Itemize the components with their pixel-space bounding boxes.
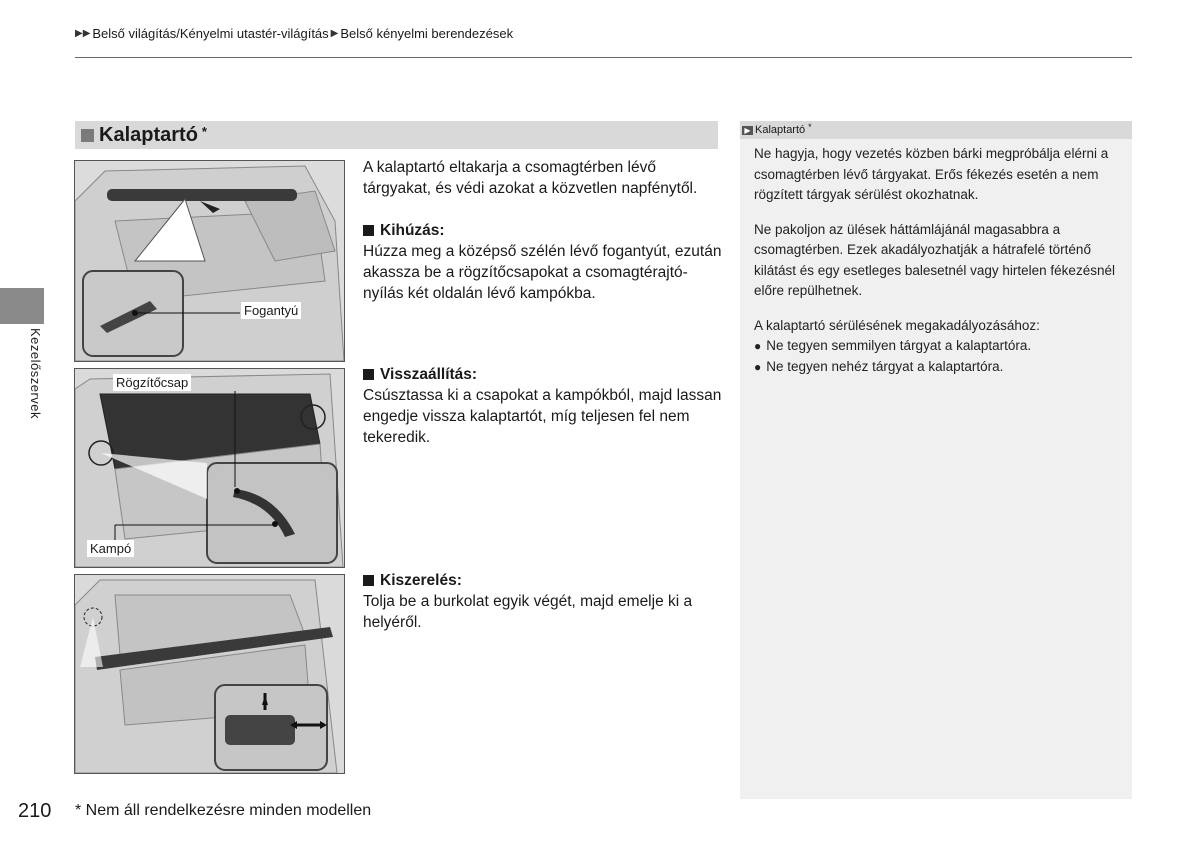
square-bullet-icon [363,225,374,236]
pullout-heading [363,220,723,241]
sidebar-bullet-2: Ne tegyen nehéz tárgyat a kalaptartóra. [766,358,1004,374]
retract-block [363,364,723,448]
square-bullet-icon [363,369,374,380]
double-arrow-icon: ▶▶ [75,28,91,39]
square-bullet-icon [363,575,374,586]
retract-title: Visszaállítás: [380,366,478,383]
sidebar-body [740,139,1132,377]
intro-text-block [363,157,723,199]
intro-text: A kalaptartó eltakarja a csomagtérben lévő tárgyakat, és védi azokat a közvetlen napfénytől. [363,159,698,197]
info-sidebar [740,121,1132,799]
sidebar-bullet [754,357,1118,378]
chapter-tab [0,288,44,324]
retract-text: Csúsztassa ki a csapokat a kampókból, majd lassan engedje vissza kalaptartót, míg teljesen fel nem tekeredik. [363,387,722,446]
cargo-illustration-3 [75,575,344,773]
heading-square-icon [81,129,94,142]
pullout-text: Húzza meg a középső szélén lévő fogantyút, ezután akassza be a rögzítőcsapokat a csomagtérajtó-nyílás két oldalán lévő kampókba. [363,243,722,302]
page-number: 210 [18,800,52,822]
sidebar-star: * [808,122,812,132]
remove-title: Kiszerelés: [380,572,462,589]
sidebar-para-3: A kalaptartó sérülésének megakadályozásához: [754,317,1040,333]
section-heading [75,121,718,149]
remove-heading [363,570,723,591]
sidebar-heading [740,121,1132,139]
sidebar-para-2: Ne pakoljon az ülések háttámlájánál magasabbra a csomagtérben. Ezek akadályozhatják a hátrafelé történő kilátást és egy esetleges balesetnél vagy hirtelen fékezésnél előre repülhetnek. [754,221,1115,298]
callout-hook: Kampó [87,540,134,557]
reference-arrow-icon: ▶ [742,126,753,135]
sidebar-title: Kalaptartó [755,124,806,136]
sidebar-para-1: Ne hagyja, hogy vezetés közben bárki megpróbálja elérni a csomagtérben lévő tárgyakat. Erős fékezés esetén a nem rögzített tárgyak sérülést okozhatnak. [754,146,1109,202]
sidebar-bullet-1: Ne tegyen semmilyen tárgyat a kalaptartóra. [766,338,1032,353]
figure-pull-out [74,160,345,362]
remove-block [363,570,723,633]
callout-handle: Fogantyú [241,302,301,319]
chapter-label: Kezelőszervek [28,328,43,420]
cargo-illustration-2 [75,369,344,567]
breadcrumb-item-1[interactable]: Belső világítás/Kényelmi utastér-világítás [92,26,329,41]
footnote: * Nem áll rendelkezésre minden modellen [75,802,372,819]
cargo-illustration-1 [75,161,344,361]
pullout-title: Kihúzás: [380,222,445,239]
sidebar-bullet [754,336,1118,357]
retract-heading [363,364,723,385]
bullet-dot-icon: ● [754,339,762,353]
breadcrumb [75,26,513,41]
pullout-block [363,220,723,304]
breadcrumb-item-2[interactable]: Belső kényelmi berendezések [340,26,514,41]
section-star: * [201,124,207,139]
remove-text: Tolja be a burkolat egyik végét, majd emelje ki a helyéről. [363,593,693,631]
section-title: Kalaptartó [99,123,198,146]
figure-retract [74,368,345,568]
arrow-icon: ▶ [330,28,339,39]
header-divider [75,57,1132,58]
bullet-dot-icon: ● [754,359,762,374]
figure-remove [74,574,345,774]
callout-pin: Rögzítőcsap [113,374,191,391]
